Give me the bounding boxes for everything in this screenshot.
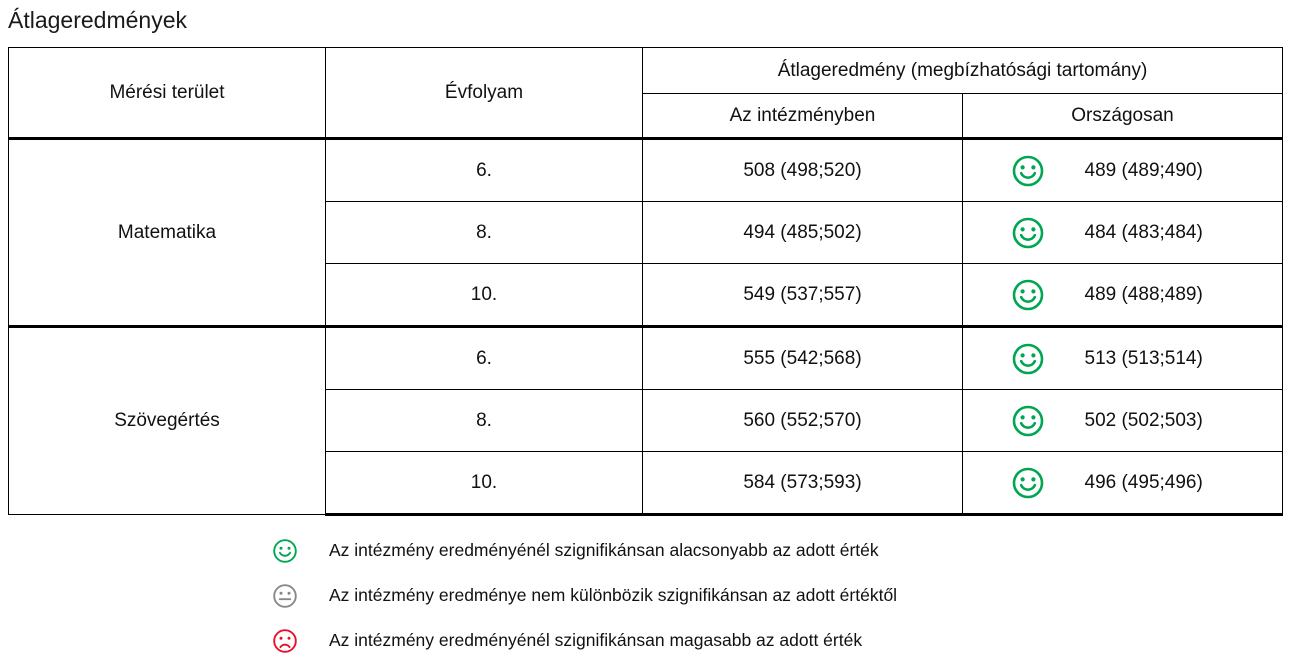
- table-row: [9, 139, 1283, 202]
- national-value-text: 484 (483;484): [1084, 221, 1203, 243]
- national-value-text: 489 (489;490): [1084, 159, 1203, 181]
- table-row: [9, 327, 1283, 390]
- legend-label: Az intézmény eredményénél szignifikánsan alacsonyabb az adott érték: [329, 540, 879, 560]
- cell-grade: 10.: [326, 264, 643, 327]
- header-national: Országosan: [963, 94, 1283, 139]
- page-title: Átlageredmények: [8, 7, 187, 33]
- cell-area-matematika: Matematika: [9, 139, 326, 327]
- cell-grade: 6.: [326, 327, 643, 390]
- neutral-gray-icon: [272, 583, 298, 609]
- header-institution: Az intézményben: [643, 94, 963, 139]
- cell-institution-value: 508 (498;520): [643, 139, 963, 202]
- legend: [270, 528, 1270, 663]
- smiley-green-icon: [1011, 216, 1045, 250]
- header-average-group: Átlageredmény (megbízhatósági tartomány): [643, 48, 1283, 94]
- cell-institution-value: 584 (573;593): [643, 452, 963, 515]
- cell-grade: 10.: [326, 452, 643, 515]
- national-value-text: 513 (513;514): [1084, 347, 1203, 369]
- legend-label: Az intézmény eredményénél szignifikánsan magasabb az adott érték: [329, 630, 863, 650]
- national-value-text: 502 (502;503): [1084, 409, 1203, 431]
- smiley-green-icon: [1011, 278, 1045, 312]
- cell-institution-value: 555 (542;568): [643, 327, 963, 390]
- header-row-top: [9, 48, 1283, 94]
- cell-grade: 8.: [326, 202, 643, 264]
- header-grade: Évfolyam: [326, 48, 643, 139]
- cell-national-value: [963, 139, 1283, 202]
- cell-area-szovegertes: Szövegértés: [9, 327, 326, 515]
- average-results-table: [8, 47, 1283, 516]
- smiley-green-icon: [1011, 466, 1045, 500]
- table-body: [9, 139, 1283, 515]
- frown-red-icon: [272, 628, 298, 654]
- legend-label: Az intézmény eredménye nem különbözik szignifikánsan az adott értéktől: [329, 585, 898, 605]
- cell-national-value: [963, 452, 1283, 515]
- cell-national-value: [963, 264, 1283, 327]
- legend-item-lower: [270, 528, 1270, 573]
- smiley-green-icon: [1011, 342, 1045, 376]
- table-header: [9, 48, 1283, 139]
- smiley-green-icon: [272, 538, 298, 564]
- cell-institution-value: 494 (485;502): [643, 202, 963, 264]
- legend-item-no-difference: [270, 573, 1270, 618]
- legend-item-higher: [270, 618, 1270, 663]
- smiley-green-icon: [1011, 404, 1045, 438]
- cell-national-value: [963, 202, 1283, 264]
- cell-grade: 6.: [326, 139, 643, 202]
- cell-national-value: [963, 390, 1283, 452]
- national-value-text: 489 (488;489): [1084, 283, 1203, 305]
- cell-national-value: [963, 327, 1283, 390]
- header-measurement-area: Mérési terület: [9, 48, 326, 139]
- national-value-text: 496 (495;496): [1084, 471, 1203, 493]
- smiley-green-icon: [1011, 154, 1045, 188]
- cell-institution-value: 560 (552;570): [643, 390, 963, 452]
- cell-grade: 8.: [326, 390, 643, 452]
- cell-institution-value: 549 (537;557): [643, 264, 963, 327]
